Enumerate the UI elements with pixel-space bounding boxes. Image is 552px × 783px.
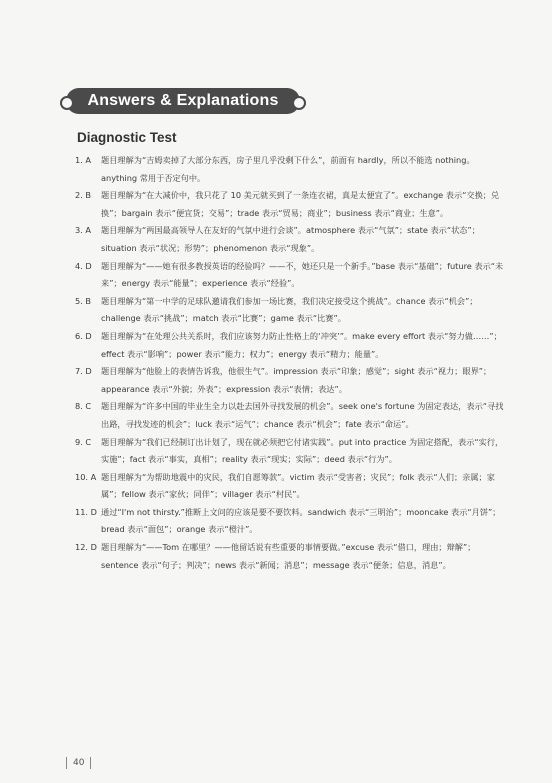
answer-number: 7. D xyxy=(75,366,92,377)
answer-explanation: 题目理解为“吉姆卖掉了大部分东西，房子里几乎没剩下什么”，前面有 hardly，所以不能选 nothing。anything 常用于否定句中。 xyxy=(101,155,475,183)
answer-explanation: 通过“I'm not thirsty.”推断上文问的应该是要不要饮料。sandwich 表示“三明治”；mooncake 表示“月饼”；bread 表示“面包”；orange 表示“橙汁”。 xyxy=(101,506,501,535)
banner-title: Answers & Explanations xyxy=(87,92,279,109)
answer-number: 11. D xyxy=(75,506,97,517)
answer-number: 5. B xyxy=(75,295,92,306)
answer-explanation: 题目理解为“许多中国的毕业生全力以赴去国外寻找发展的机会”。seek one's fortune 为固定表达，表示“寻找出路，寻找发迹的机会”；luck 表示“运气”；chance 表示“机会”；fate 表示“命运”。 xyxy=(101,401,504,429)
answer-item-3 xyxy=(75,222,507,257)
answer-list xyxy=(75,152,507,574)
answer-item-9 xyxy=(75,434,507,469)
answer-item-7 xyxy=(75,363,507,398)
answer-number: 8. C xyxy=(75,401,92,412)
answers-banner xyxy=(66,88,300,114)
banner-left-cap xyxy=(60,96,74,110)
answer-number: 3. A xyxy=(75,225,92,236)
page-number: 40 xyxy=(73,758,85,768)
answer-item-2 xyxy=(75,187,507,222)
answer-item-8 xyxy=(75,398,507,433)
answer-explanation: 题目理解为“——她有很多教授英语的经验吗？——不，她还只是一个新手。”base 表示“基础”；future 表示“未来”；energy 表示“能量”；experience 表示“经验”。 xyxy=(101,260,504,289)
answer-item-1 xyxy=(75,152,507,187)
banner-right-cap xyxy=(292,96,306,110)
answer-number: 1. A xyxy=(75,155,92,165)
footer-divider-right xyxy=(90,757,91,769)
answer-explanation: 题目理解为“在处理公共关系时，我们应该努力防止性格上的‘冲突’”。make every effort 表示“努力做……”；effect 表示“影响”；power 表示“能力；权力”；energy 表示“精力；能量”。 xyxy=(101,330,502,359)
answer-explanation: 题目理解为“第一中学的足球队邀请我们参加一场比赛，我们决定接受这个挑战”。chance 表示“机会”；challenge 表示“挑战”；match 表示“比赛”；game 表示“比赛”。 xyxy=(101,295,478,324)
answer-explanation: 题目理解为“——Tom 在哪里？——他留话说有些重要的事情要做。”excuse 表示“借口，理由；辩解”；sentence 表示“句子；判决”；news 表示“新闻；消息”；message 表示“便条；信息，消息”。 xyxy=(101,542,476,570)
page-footer xyxy=(66,757,91,769)
answer-number: 12. D xyxy=(75,542,97,553)
answer-explanation: 题目理解为“在大减价中，我只花了 10 美元就买到了一条连衣裙，真是太便宜了”。exchange 表示“交换；兑换”；bargain 表示“便宜货；交易”；trade 表示“贸易；商业”；business 表示“商业；生意”。 xyxy=(101,190,500,218)
section-title: Diagnostic Test xyxy=(77,130,177,145)
answer-item-5 xyxy=(75,293,507,328)
answer-item-6 xyxy=(75,328,507,363)
answer-number: 4. D xyxy=(75,260,92,271)
footer-divider-left xyxy=(66,757,67,769)
answer-number: 6. D xyxy=(75,330,92,341)
answer-item-12 xyxy=(75,539,507,574)
answer-explanation: 题目理解为“他脸上的表情告诉我，他很生气”。impression 表示“印象；感觉”；sight 表示“视力；眼界”；appearance 表示“外貌；外表”；expression 表示“表情；表达”。 xyxy=(101,366,492,394)
answer-item-4 xyxy=(75,258,507,293)
answer-explanation: 题目理解为“为帮助地震中的灾民，我们自愿筹款”。victim 表示“受害者；灾民”；folk 表示“人们；亲属；家属”；fellow 表示“家伙；同伴”；villager 表示“村民”。 xyxy=(101,471,495,500)
answer-item-11 xyxy=(75,504,507,539)
answer-explanation: 题目理解为“两国最高领导人在友好的气氛中进行会谈”。atmosphere 表示“气氛”；state 表示“状态”；situation 表示“状况；形势”；phenomenon 表示“现象”。 xyxy=(101,225,480,253)
answer-number: 9. C xyxy=(75,436,92,447)
answer-number: 10. A xyxy=(75,471,97,482)
answer-number: 2. B xyxy=(75,190,92,201)
answer-explanation: 题目理解为“我们已经制订出计划了，现在就必须把它付诸实践”。put into practice 为固定搭配，表示“实行，实施”；fact 表示“事实，真相”；reality 表示“现实；实际”；deed 表示“行为”。 xyxy=(101,436,504,465)
answer-item-10 xyxy=(75,469,507,504)
